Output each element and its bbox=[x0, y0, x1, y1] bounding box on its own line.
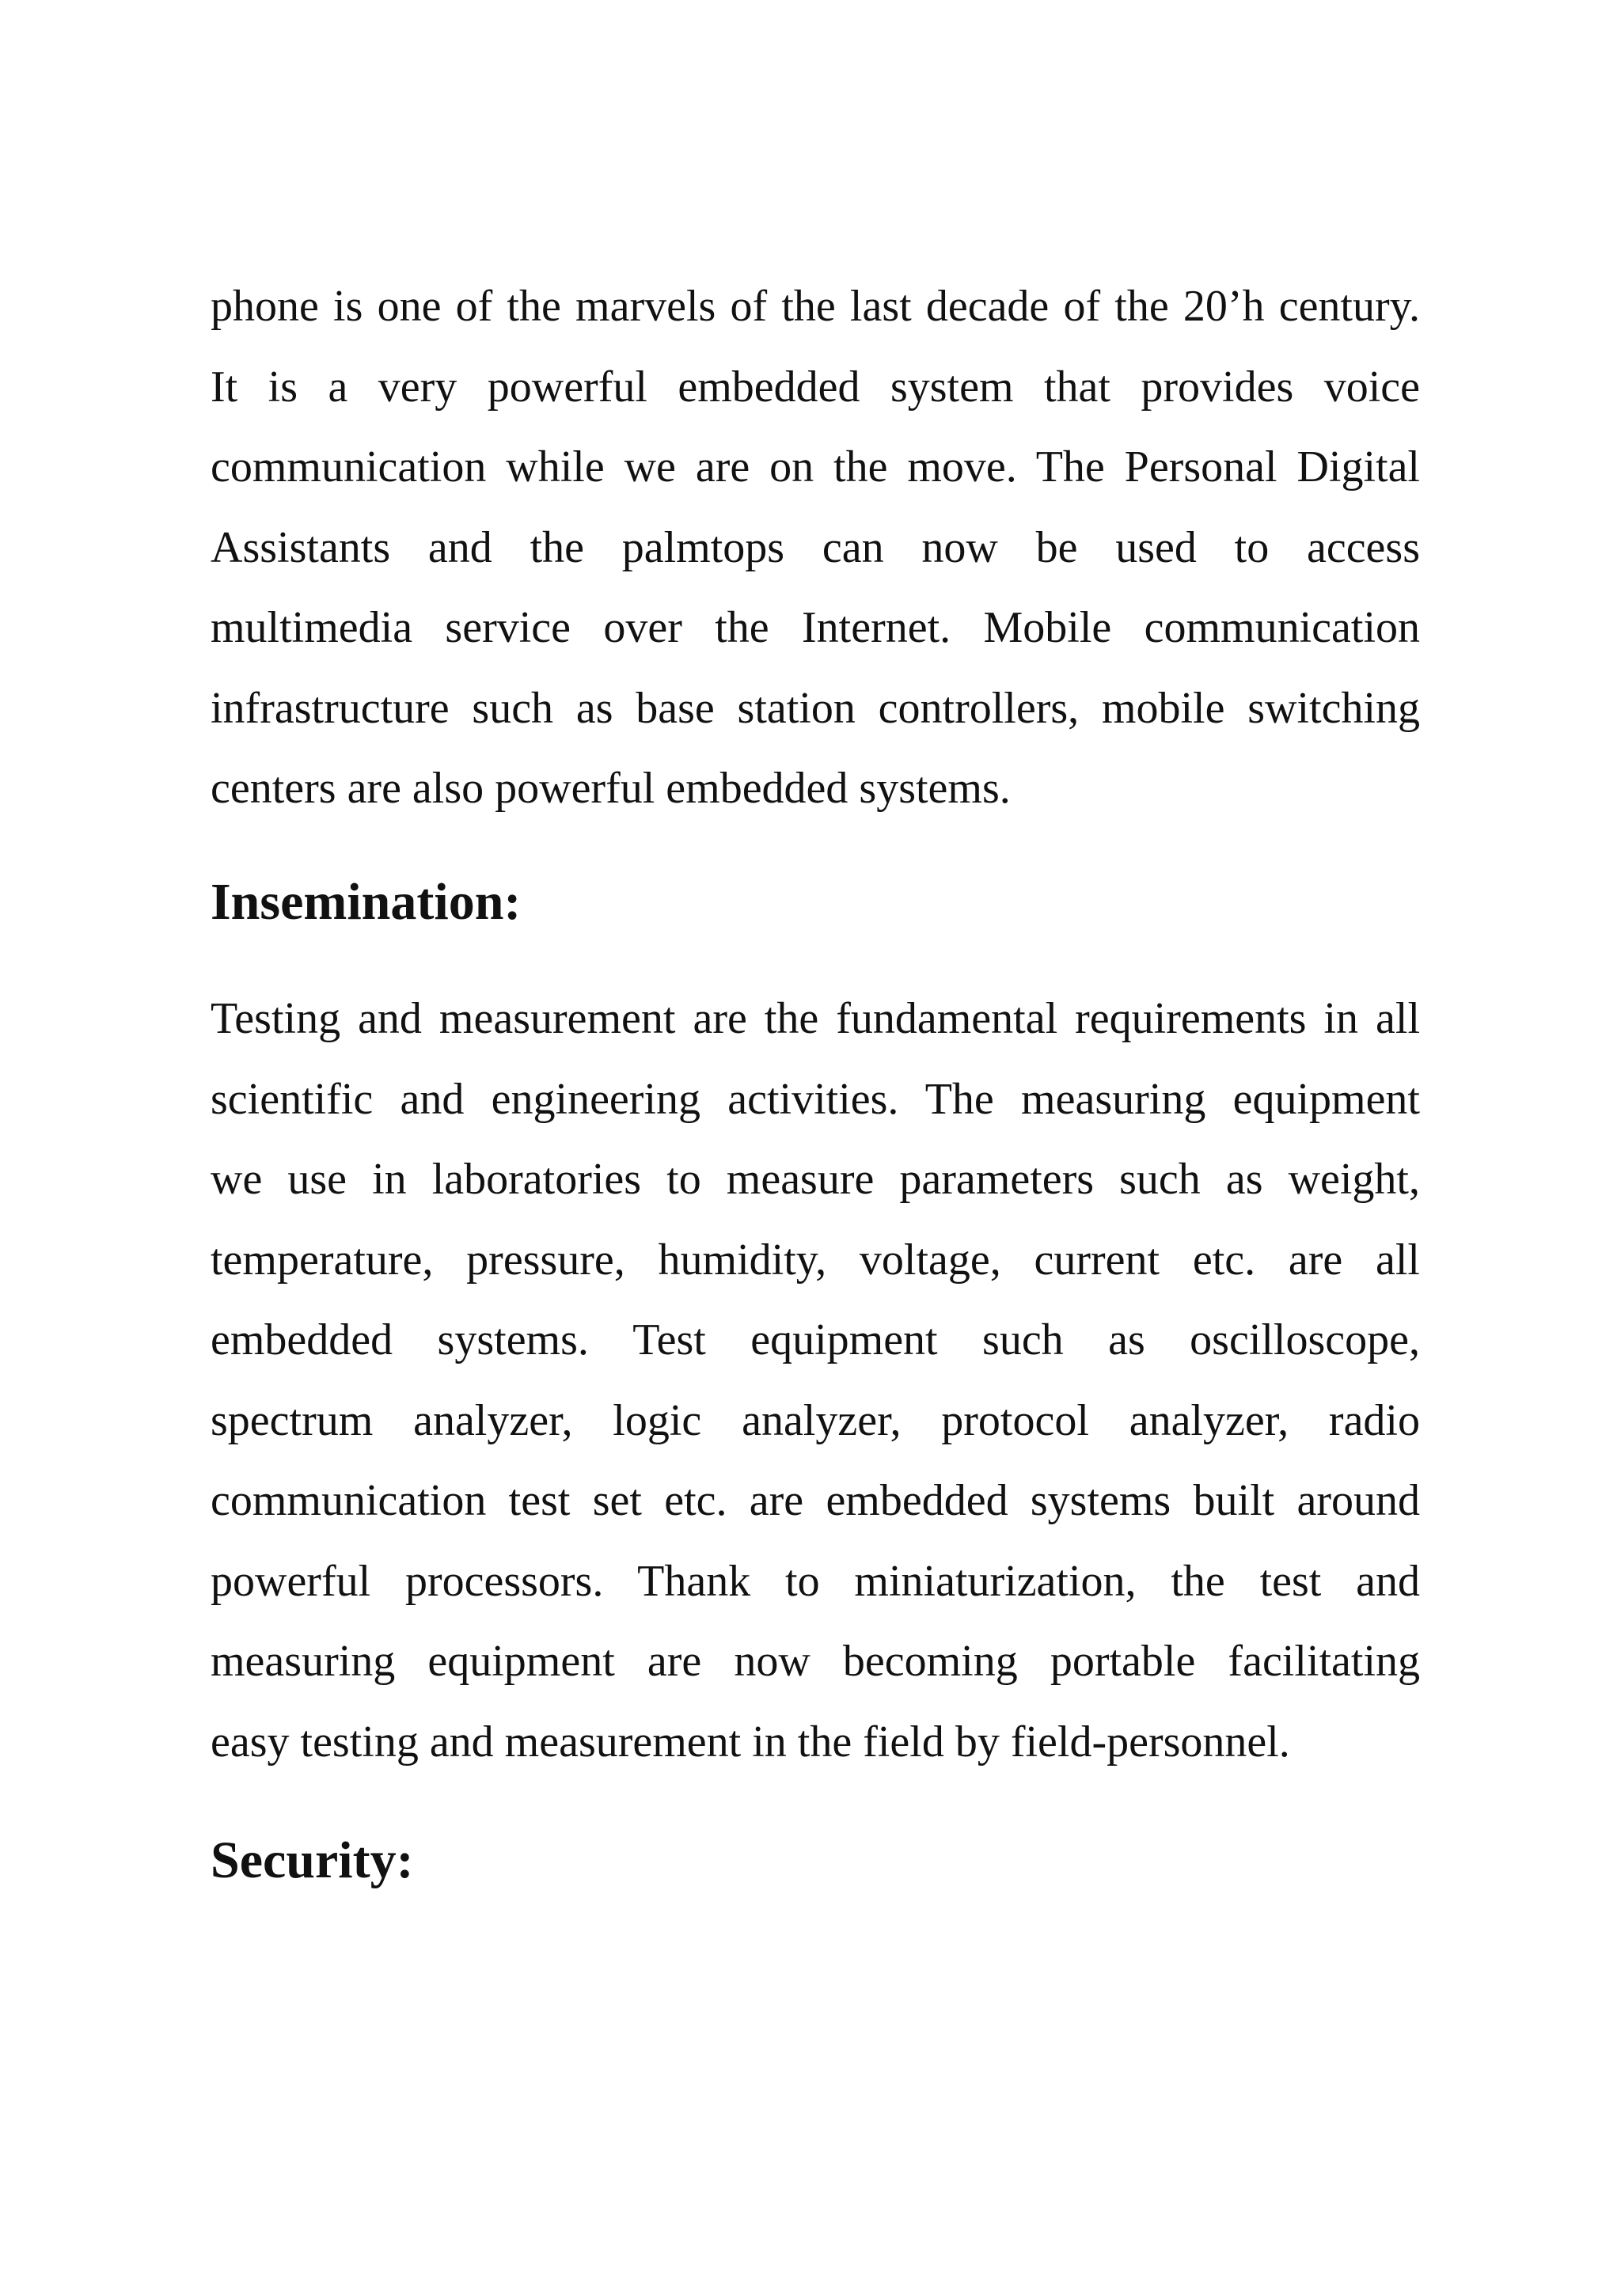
paragraph-line: infrastructure such as base station controllers, mobile switching bbox=[211, 683, 1420, 733]
paragraph-line: centers are also powerful embedded systems. bbox=[211, 764, 1011, 813]
paragraph-mobile-communication bbox=[211, 267, 1420, 829]
section-heading-insemination: Insemination: bbox=[211, 873, 522, 931]
paragraph-line: measuring equipment are now becoming portable facilitating bbox=[211, 1637, 1420, 1686]
paragraph-line: scientific and engineering activities. The measuring equipment bbox=[211, 1074, 1420, 1124]
paragraph-line: spectrum analyzer, logic analyzer, protocol analyzer, radio bbox=[211, 1395, 1420, 1445]
paragraph-line: we use in laboratories to measure parameters such as weight, bbox=[211, 1155, 1420, 1204]
paragraph-line: communication test set etc. are embedded systems built around bbox=[211, 1476, 1420, 1525]
paragraph-line: communication while we are on the move. The Personal Digital bbox=[211, 442, 1420, 491]
paragraph-line: Assistants and the palmtops can now be used to access bbox=[211, 522, 1420, 572]
paragraph-testing-measurement bbox=[211, 979, 1420, 1782]
paragraph-line: Testing and measurement are the fundamental requirements in all bbox=[211, 994, 1420, 1043]
paragraph-line: It is a very powerful embedded system that provides voice bbox=[211, 362, 1420, 412]
paragraph-line: temperature, pressure, humidity, voltage, current etc. are all bbox=[211, 1235, 1420, 1285]
section-heading-security: Security: bbox=[211, 1831, 414, 1889]
paragraph-line: embedded systems. Test equipment such as oscilloscope, bbox=[211, 1315, 1420, 1364]
paragraph-line: easy testing and measurement in the field by field-personnel. bbox=[211, 1717, 1290, 1767]
paragraph-line: phone is one of the marvels of the last decade of the 20’h century. bbox=[211, 282, 1420, 331]
paragraph-line: powerful processors. Thank to miniaturization, the test and bbox=[211, 1556, 1420, 1606]
paragraph-line: multimedia service over the Internet. Mobile communication bbox=[211, 603, 1420, 652]
